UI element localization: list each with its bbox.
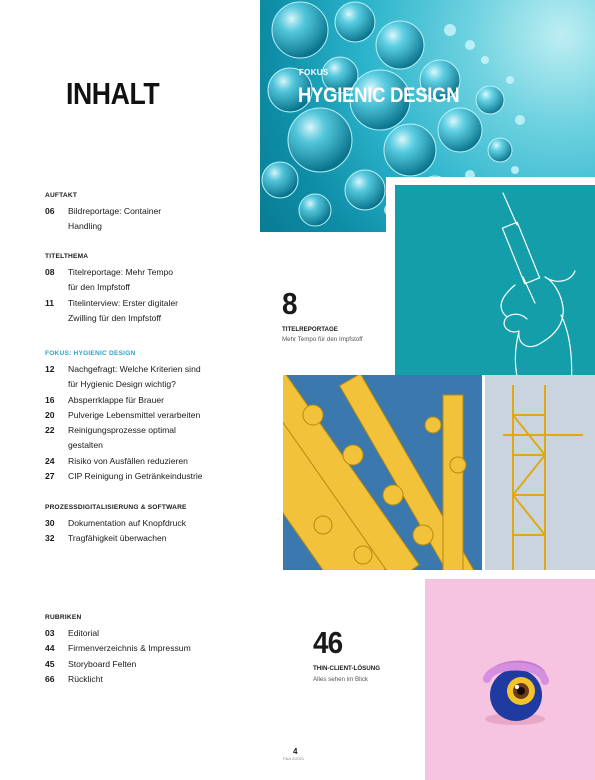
toc-entry[interactable] [45, 204, 255, 235]
toc-entry-line: CIP Reinigung in Getränkeindustrie [68, 471, 203, 482]
toc-page-number: 03 [45, 628, 55, 638]
toc-entry-line: Handling [68, 221, 102, 232]
toc-entry-line: Rücklicht [68, 673, 103, 684]
toc-entry[interactable] [45, 454, 255, 469]
toc-entry[interactable] [45, 362, 255, 393]
toc-entry-line: Dokumentation auf Knopfdruck [68, 518, 186, 528]
toc-page-number: 08 [45, 267, 55, 277]
toc-page-number: 24 [45, 455, 55, 466]
feature-thinclient-label: THIN-CLIENT-LÖSUNG [313, 665, 381, 672]
toc-entry-text [68, 516, 255, 531]
eye-image [425, 579, 595, 780]
toc-entry-line: gestalten [68, 440, 103, 451]
toc-entry[interactable] [45, 626, 255, 641]
toc-entry-text [68, 408, 255, 423]
toc-entry-text [68, 393, 255, 408]
toc-entry[interactable] [45, 657, 255, 672]
toc-entry-text [68, 454, 255, 469]
pipes-image [283, 375, 595, 570]
toc-page-number: 27 [45, 471, 55, 482]
toc-entry-text [68, 423, 255, 454]
toc-entry-line: Bildreportage: Container [68, 206, 162, 216]
toc-entry-line: Zwilling für den Impfstoff [68, 312, 161, 323]
toc-entry-line: Absperrklappe für Brauer [68, 394, 165, 405]
toc-entry-line: Firmenverzeichnis & Impressum [68, 643, 191, 654]
toc-section-rubriken [45, 614, 255, 687]
syringe-image [395, 185, 595, 389]
toc-entry[interactable] [45, 296, 255, 327]
toc-entry-text [68, 672, 255, 687]
toc-entry-text [68, 626, 255, 641]
toc-entry-line: für den Impfstoff [68, 282, 130, 293]
toc-entry-line: Reinigungsprozesse optimal [68, 425, 176, 436]
toc-entry[interactable] [45, 393, 255, 408]
toc-page-number: 20 [45, 409, 55, 420]
toc-entry-line: Pulverige Lebensmittel verarbeiten [68, 409, 201, 420]
toc-page-number: 12 [45, 364, 55, 374]
toc-entry-text [68, 265, 255, 296]
toc-entry-text [68, 469, 255, 484]
toc-entry[interactable] [45, 469, 255, 484]
section-heading: PROZESSDIGITALISIERUNG & SOFTWARE [45, 504, 187, 511]
focus-headline: HYGIENIC DESIGN [298, 84, 460, 107]
toc-page-number: 30 [45, 518, 55, 528]
toc-entry-line: Editorial [68, 628, 100, 638]
toc-entry-line: Tragfähigkeit überwachen [68, 533, 167, 544]
section-heading: RUBRIKEN [45, 614, 82, 621]
toc-entry[interactable] [45, 531, 255, 546]
toc-page-number: 11 [45, 297, 55, 308]
toc-entry[interactable] [45, 423, 255, 454]
toc-entry-line: Titelinterview: Erster digitaler [68, 297, 179, 308]
pipes-illustration [283, 375, 595, 570]
toc-entry-text [68, 362, 255, 393]
feature-titel-text: Mehr Tempo für den Impfstoff [282, 336, 363, 343]
feature-thinclient-page-number: 46 [313, 625, 343, 660]
toc-page-number: 06 [45, 206, 55, 216]
toc-section-fokus [45, 350, 255, 484]
toc-section-auftakt [45, 192, 255, 235]
toc-entry-line: Risiko von Ausfällen reduzieren [68, 455, 188, 466]
toc-page-number: 32 [45, 533, 55, 544]
focus-kicker: FOKUS [299, 68, 329, 77]
feature-thinclient-text: Alles sehen im Blick [313, 676, 369, 683]
syringe-icon [395, 185, 595, 389]
toc-entry[interactable] [45, 516, 255, 531]
toc-page-number: 22 [45, 425, 55, 436]
syringe-image-frame [386, 177, 595, 397]
eye-illustration [425, 579, 595, 780]
section-heading: FOKUS: HYGIENIC DESIGN [45, 350, 136, 357]
toc-page-number: 16 [45, 394, 55, 405]
page-title: INHALT [66, 76, 160, 111]
page-number: 4 [293, 747, 298, 756]
section-heading: TITELTHEMA [45, 253, 89, 260]
toc-entry[interactable] [45, 672, 255, 687]
toc-entry-text [68, 641, 255, 656]
section-heading: AUFTAKT [45, 192, 78, 199]
toc-page-number: 45 [45, 658, 55, 669]
toc-entry-text [68, 296, 255, 327]
issue-info: P&A 2/2021 [283, 756, 305, 761]
toc-entry[interactable] [45, 265, 255, 296]
toc-entry-line: für Hygienic Design wichtig? [68, 379, 176, 390]
toc-entry[interactable] [45, 641, 255, 656]
toc-page-number: 44 [45, 643, 55, 654]
toc-entry-line: Nachgefragt: Welche Kriterien sind [68, 364, 201, 374]
feature-titel-label: TITELREPORTAGE [282, 326, 338, 333]
feature-titel-page-number: 8 [282, 286, 297, 321]
toc-entry-line: Storyboard Felten [68, 658, 137, 669]
toc-entry-text [68, 531, 255, 546]
toc-section-prozessdigitalisierung [45, 504, 255, 547]
toc-entry[interactable] [45, 408, 255, 423]
toc-section-titelthema [45, 253, 255, 326]
toc-page-number: 66 [45, 673, 55, 684]
toc-entry-text [68, 657, 255, 672]
toc-entry-line: Titelreportage: Mehr Tempo [68, 267, 174, 277]
toc-entry-text [68, 204, 255, 235]
